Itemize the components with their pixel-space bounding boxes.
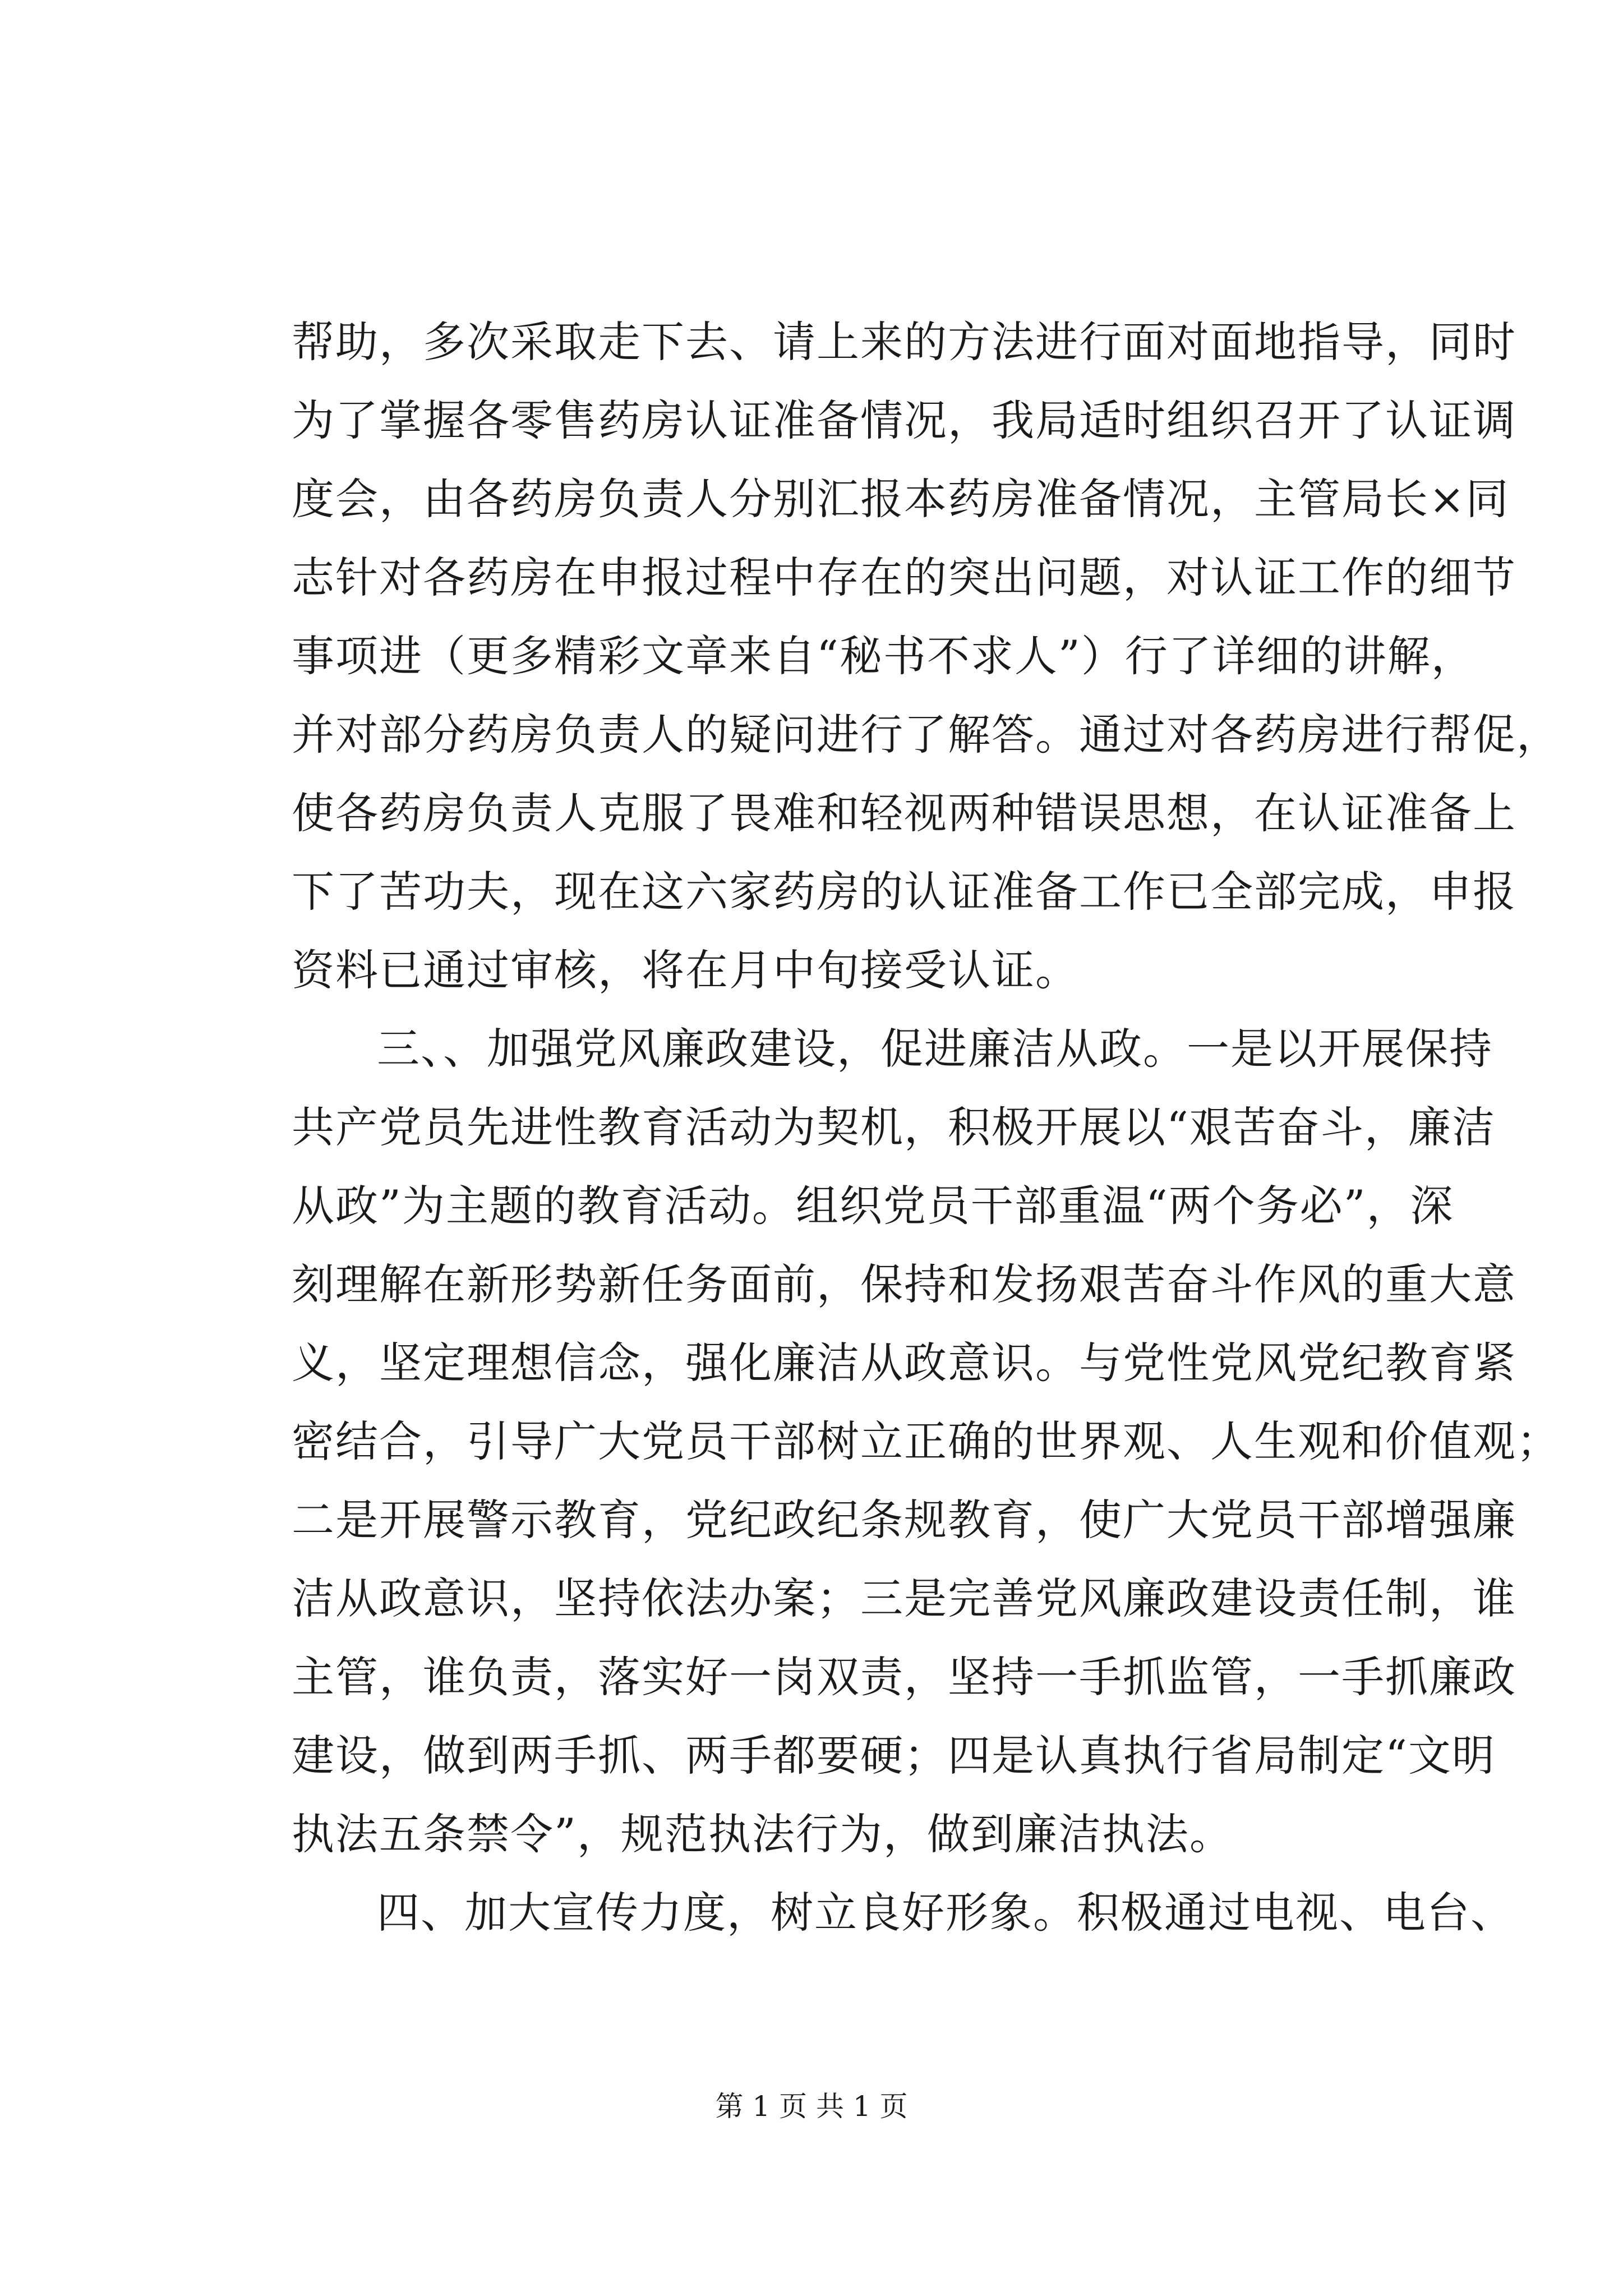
- text-line: 三、、加强党风廉政建设，促进廉洁从政。一是以开展保持: [377, 1024, 1493, 1074]
- text-line: 洁从政意识，坚持依法办案；三是完善党风廉政建设责任制，谁: [292, 1573, 1516, 1623]
- text-line: 为了掌握各零售药房认证准备情况，我局适时组织召开了认证调: [292, 395, 1516, 445]
- text-line: 义，坚定理想信念，强化廉洁从政意识。与党性党风党纪教育紧: [292, 1338, 1516, 1388]
- text-line: 刻理解在新形势新任务面前，保持和发扬艰苦奋斗作风的重大意: [292, 1259, 1516, 1309]
- document-body: [292, 303, 1560, 1952]
- text-line: 从政”为主题的教育活动。组织党员干部重温“两个务必”，深: [292, 1181, 1454, 1231]
- page-number-label: 第 1 页 共 1 页: [715, 2090, 908, 2123]
- text-line: 共产党员先进性教育活动为契机，积极开展以“艰苦奋斗，廉洁: [292, 1102, 1496, 1152]
- text-line: 并对部分药房负责人的疑问进行了解答。通过对各药房进行帮促，: [292, 710, 1560, 760]
- text-line: 二是开展警示教育，党纪政纪条规教育，使广大党员干部增强廉: [292, 1495, 1516, 1545]
- paragraph-2: [292, 1010, 1560, 1874]
- text-line: 事项进（更多精彩文章来自“秘书不求人”）行了详细的讲解，: [292, 631, 1475, 681]
- text-line: 帮助，多次采取走下去、请上来的方法进行面对面地指导，同时: [292, 317, 1516, 367]
- text-line: 下了苦功夫，现在这六家药房的认证准备工作已全部完成，申报: [292, 867, 1516, 917]
- text-line: 主管，谁负责，落实好一岗双责，坚持一手抓监管，一手抓廉政: [292, 1652, 1516, 1702]
- text-line: 志针对各药房在申报过程中存在的突出问题，对认证工作的细节: [292, 553, 1516, 602]
- paragraph-3: [292, 1874, 1514, 1952]
- text-line: 执法五条禁令”，规范执法行为，做到廉洁执法。: [292, 1809, 1233, 1859]
- text-line: 建设，做到两手抓、两手都要硬；四是认真执行省局制定“文明: [292, 1731, 1496, 1780]
- paragraph-1: [292, 303, 1560, 1010]
- text-line: 密结合，引导广大党员干部树立正确的世界观、人生观和价值观；: [292, 1416, 1560, 1466]
- text-line: 四、加大宣传力度，树立良好形象。积极通过电视、电台、: [377, 1888, 1514, 1938]
- page-footer: [0, 2087, 1623, 2126]
- text-line: 度会，由各药房负责人分别汇报本药房准备情况，主管局长×同: [292, 474, 1510, 524]
- text-line: 资料已通过审核，将在月中旬接受认证。: [292, 945, 1079, 995]
- text-line: 使各药房负责人克服了畏难和轻视两种错误思想，在认证准备上: [292, 788, 1516, 838]
